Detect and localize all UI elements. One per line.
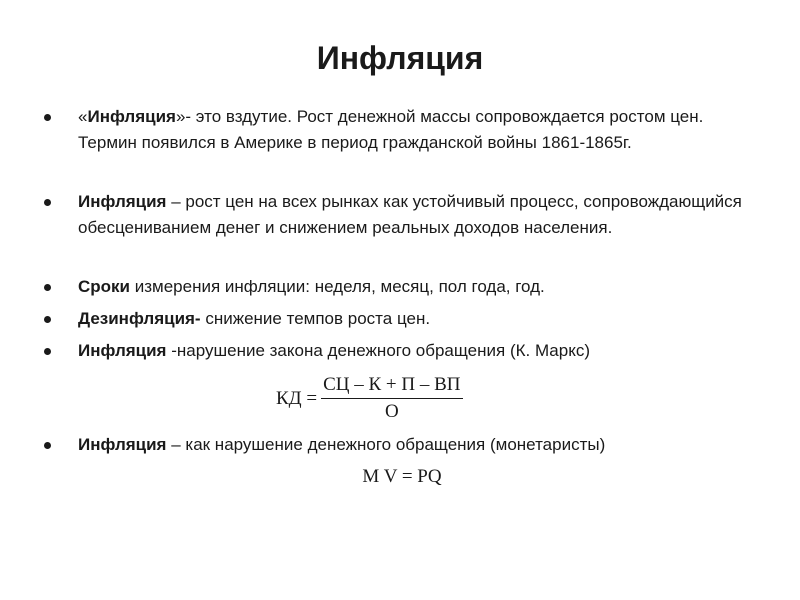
bullet-item-monetarist-definition	[78, 432, 758, 458]
exchange-equation: M V = PQ	[362, 466, 442, 487]
bullet-marker	[44, 199, 51, 206]
bullet-text-part: снижение темпов роста цен.	[200, 309, 431, 328]
bullet-text-part: измерения инфляции: неделя, месяц, пол года, год.	[130, 277, 545, 296]
bullet-term: Инфляция	[87, 107, 176, 126]
money-quantity-formula	[276, 374, 463, 424]
bullet-text-part: – как нарушение денежного обращения (монетаристы)	[166, 435, 606, 454]
slide-title: Инфляция	[316, 40, 484, 76]
formula-denominator: О	[384, 401, 399, 422]
bullet-text-part: -нарушение закона денежного обращения (К. Маркс)	[166, 341, 590, 360]
bullet-term: Дезинфляция-	[78, 309, 201, 328]
bullet-text-part: – рост цен на всех рынках как устойчивый процесс, сопровождающийся обесцениванием денег и снижением реальных доходов населения.	[78, 192, 742, 237]
bullet-item-marx-definition	[78, 338, 758, 364]
bullet-marker	[44, 316, 51, 323]
bullet-term: Инфляция	[78, 341, 167, 360]
bullet-term: Сроки	[78, 277, 131, 296]
formula-numerator: СЦ – К + П – ВП	[321, 374, 462, 399]
bullet-item-inflation-price-growth	[78, 189, 758, 241]
bullet-marker	[44, 442, 51, 449]
bullet-text-part: »- это вздутие. Рост денежной массы сопровождается ростом цен. Термин появился в Америке в период гражданской войны 1861-1865г.	[78, 107, 704, 152]
formula-fraction	[321, 374, 462, 424]
bullet-item-measurement-periods	[78, 274, 758, 300]
bullet-term: Инфляция	[78, 435, 167, 454]
bullet-marker	[44, 284, 51, 291]
bullet-marker	[44, 114, 51, 121]
bullet-text-part: «	[78, 107, 88, 126]
bullet-marker	[44, 348, 51, 355]
formula-lhs: КД =	[276, 388, 318, 409]
bullet-item-inflation-definition	[78, 104, 758, 156]
bullet-item-disinflation	[78, 306, 758, 332]
bullet-term: Инфляция	[78, 192, 167, 211]
